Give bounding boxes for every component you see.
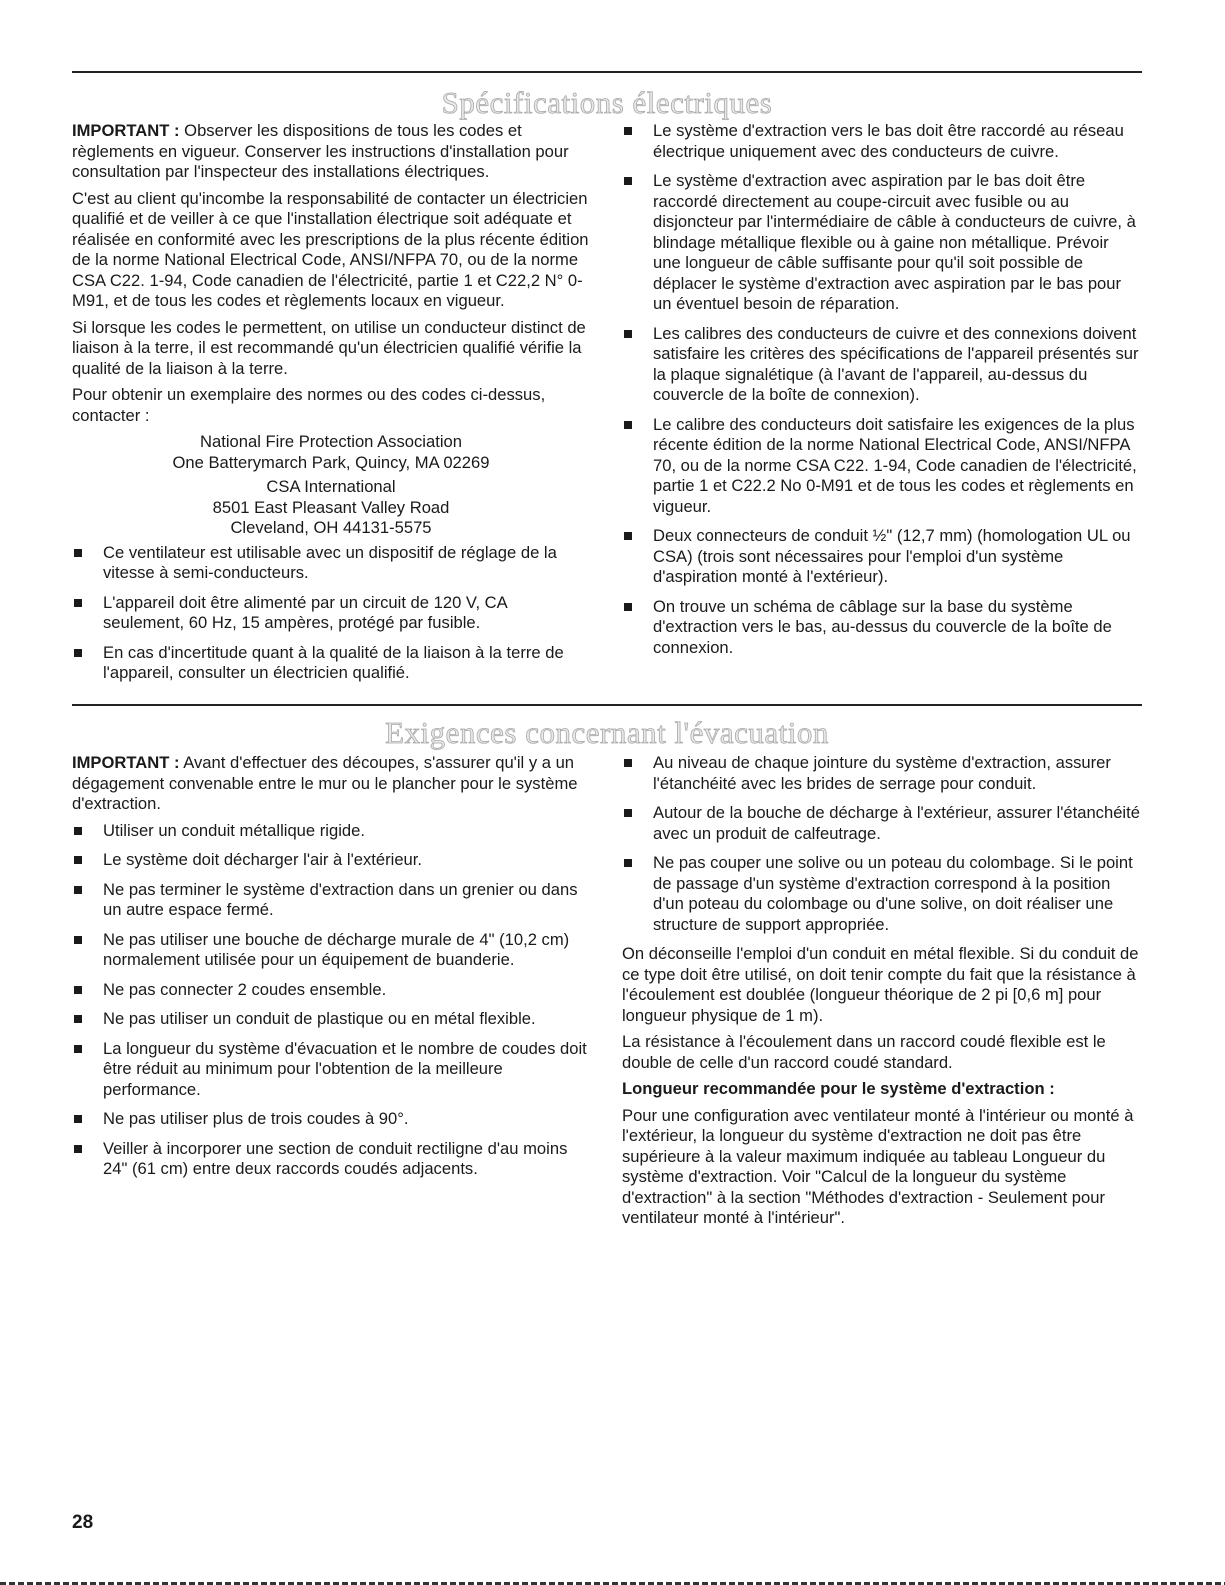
responsibility-paragraph: C'est au client qu'incombe la responsabilité de contacter un électricien qualifié et de veiller à ce que l'installation électrique soit adéquate et réalisée en conformité avec les prescriptions de la plus récente édition de la norme National Electrical Code, ANSI/NFPA 70, ou de la norme CSA C22. 1-94, Code canadien de l'électricité, partie 1 et C22,2 N° 0-M91, et de tous les codes et règlements locaux en vigueur.: [72, 188, 589, 310]
list-item: Utiliser un conduit métallique rigide.: [72, 821, 590, 842]
list-item: Le système d'extraction avec aspiration par le bas doit être raccordé directement au coupe-circuit avec fusible ou au disjoncteur par l'intermédiaire de câble à conducteurs de cuivre, à blindage métallique flexible ou à gaine non métallique. Prévoir une longueur de câble suffisante pour qu'il soit possible de déplacer le système d'extraction avec aspiration par le bas pour un éventuel besoin de réparation.: [622, 171, 1140, 315]
important-text: Observer les dispositions de tous les codes et règlements en vigueur. Conserver les instructions d'installation pour consultation par l'inspecteur des installations électriques.: [72, 121, 569, 181]
bullet-square-icon: [624, 330, 632, 338]
middle-divider: [72, 704, 1142, 706]
list-item: En cas d'incertitude quant à la qualité de la liaison à la terre de l'appareil, consulter un électricien qualifié.: [72, 643, 590, 684]
bullet-square-icon: [74, 1015, 82, 1023]
important-paragraph: [72, 753, 590, 815]
bullet-square-icon: [74, 827, 82, 835]
bullet-square-icon: [74, 936, 82, 944]
list-item: Veiller à incorporer une section de conduit rectiligne d'au moins 24" (61 cm) entre deux raccords coudés adjacents.: [72, 1139, 590, 1180]
list-item: L'appareil doit être alimenté par un circuit de 120 V, CA seulement, 60 Hz, 15 ampères, protégé par fusible.: [72, 593, 590, 634]
bullet-square-icon: [74, 1145, 82, 1153]
list-item: Ne pas connecter 2 coudes ensemble.: [72, 980, 590, 1001]
grounding-paragraph: Si lorsque les codes le permettent, on utilise un conducteur distinct de liaison à la terre, il est recommandé qu'un électricien qualifié vérifie la qualité de la liaison à la terre.: [72, 317, 586, 378]
address-csa-city: Cleveland, OH 44131-5575: [230, 518, 432, 537]
bullet-square-icon: [624, 532, 632, 540]
important-paragraph: [72, 121, 590, 183]
exhaust-left-column: [72, 753, 590, 1189]
list-item: Ce ventilateur est utilisable avec un dispositif de réglage de la vitesse à semi-conducteurs.: [72, 543, 590, 584]
address-csa-street: 8501 East Pleasant Valley Road: [212, 497, 450, 517]
important-label: IMPORTANT :: [72, 121, 180, 140]
list-item: Ne pas utiliser plus de trois coudes à 90°.: [72, 1109, 590, 1130]
list-item: Autour de la bouche de décharge à l'extérieur, assurer l'étanchéité avec un produit de calfeutrage.: [622, 803, 1140, 844]
bullet-square-icon: [74, 599, 82, 607]
bullet-square-icon: [74, 649, 82, 657]
important-text: Avant d'effectuer des découpes, s'assurer qu'il y a un dégagement convenable entre le mur ou le plancher pour le système d'extraction.: [72, 753, 578, 813]
bullet-square-icon: [74, 856, 82, 864]
contact-paragraph: Pour obtenir un exemplaire des normes ou des codes ci-dessus, contacter :: [72, 385, 546, 425]
bullet-square-icon: [624, 809, 632, 817]
bullet-square-icon: [74, 1115, 82, 1123]
bullet-square-icon: [74, 549, 82, 557]
bullet-square-icon: [624, 177, 632, 185]
electrical-left-column: [72, 121, 590, 693]
recommended-length-heading: Longueur recommandée pour le système d'extraction :: [622, 1079, 1055, 1098]
address-nfpa-name: National Fire Protection Association: [200, 432, 462, 451]
flexible-conduit-paragraph: On déconseille l'emploi d'un conduit en métal flexible. Si du conduit de ce type doit être utilisé, on doit tenir compte du fait que la résistance à l'écoulement est doublée (longueur théorique de 2 pi [0,6 m] pour longueur physique de 1 m).: [622, 944, 1139, 1025]
electrical-right-column: [622, 121, 1140, 667]
electrical-right-bullets: [622, 121, 1140, 658]
recommended-length-paragraph: Pour une configuration avec ventilateur monté à l'intérieur ou monté à l'extérieur, la longueur du système d'extraction ne doit pas être supérieure à la valeur maximum indiquée au tableau Longueur du système d'extraction. Voir "Calcul de la longueur du système d'extraction" à la section "Méthodes d'extraction - Seulement pour ventilateur monté à l'intérieur".: [622, 1105, 1134, 1227]
electrical-left-bullets: [72, 543, 590, 684]
list-item: Le calibre des conducteurs doit satisfaire les exigences de la plus récente édition de la norme National Electrical Code, ANSI/NFPA 70, ou de la norme CSA C22. 1-94, Code canadien de l'électricité, partie 1 et C22.2 No 0-M91 et de tous les codes et règlements en vigueur.: [622, 415, 1140, 518]
important-label: IMPORTANT :: [72, 753, 180, 772]
list-item: Ne pas couper une solive ou un poteau du colombage. Si le point de passage d'un système d'extraction correspond à la position d'un poteau du colombage ou d'une solive, on doit réaliser une structure de support appropriée.: [622, 853, 1140, 935]
list-item: Ne pas utiliser une bouche de décharge murale de 4" (10,2 cm) normalement utilisée pour un équipement de buanderie.: [72, 930, 590, 971]
address-csa-name: CSA International: [266, 477, 396, 496]
list-item: On trouve un schéma de câblage sur la base du système d'extraction vers le bas, au-dessus du couvercle de la boîte de connexion.: [622, 597, 1140, 659]
list-item: Au niveau de chaque jointure du système d'extraction, assurer l'étanchéité avec les brides de serrage pour conduit.: [622, 753, 1140, 794]
bullet-square-icon: [624, 603, 632, 611]
bullet-square-icon: [74, 986, 82, 994]
list-item: Deux connecteurs de conduit ½" (12,7 mm) (homologation UL ou CSA) (trois sont nécessaires pour l'emploi d'un système d'aspiration monté à l'extérieur).: [622, 526, 1140, 588]
section-title-exhaust: Exigences concernant l'évacuation: [385, 715, 829, 750]
elbow-resistance-paragraph: La résistance à l'écoulement dans un raccord coudé flexible est le double de celle d'un raccord coudé standard.: [622, 1032, 1106, 1072]
exhaust-right-bullets: [622, 753, 1140, 935]
bullet-square-icon: [624, 421, 632, 429]
list-item: Le système doit décharger l'air à l'extérieur.: [72, 850, 590, 871]
list-item: La longueur du système d'évacuation et le nombre de coudes doit être réduit au minimum pour l'obtention de la meilleure performance.: [72, 1039, 590, 1101]
list-item: Ne pas utiliser un conduit de plastique ou en métal flexible.: [72, 1009, 590, 1030]
bullet-square-icon: [624, 127, 632, 135]
exhaust-right-column: [622, 753, 1140, 1235]
section-title-electrical: Spécifications électriques: [441, 85, 773, 120]
page-number: 28: [72, 1512, 94, 1533]
list-item: Les calibres des conducteurs de cuivre et des connexions doivent satisfaire les critères des spécifications de l'appareil présentés sur la plaque signalétique (à l'avant de l'appareil, au-dessus du couvercle de la boîte de connexion).: [622, 324, 1140, 406]
bullet-square-icon: [624, 759, 632, 767]
bullet-square-icon: [624, 859, 632, 867]
exhaust-left-bullets: [72, 821, 590, 1180]
address-nfpa-street: One Batterymarch Park, Quincy, MA 02269: [172, 452, 490, 472]
list-item: Ne pas terminer le système d'extraction dans un grenier ou dans un autre espace fermé.: [72, 880, 590, 921]
bullet-square-icon: [74, 886, 82, 894]
top-divider: [72, 71, 1142, 73]
bullet-square-icon: [74, 1045, 82, 1053]
list-item: Le système d'extraction vers le bas doit être raccordé au réseau électrique uniquement avec des conducteurs de cuivre.: [622, 121, 1140, 162]
